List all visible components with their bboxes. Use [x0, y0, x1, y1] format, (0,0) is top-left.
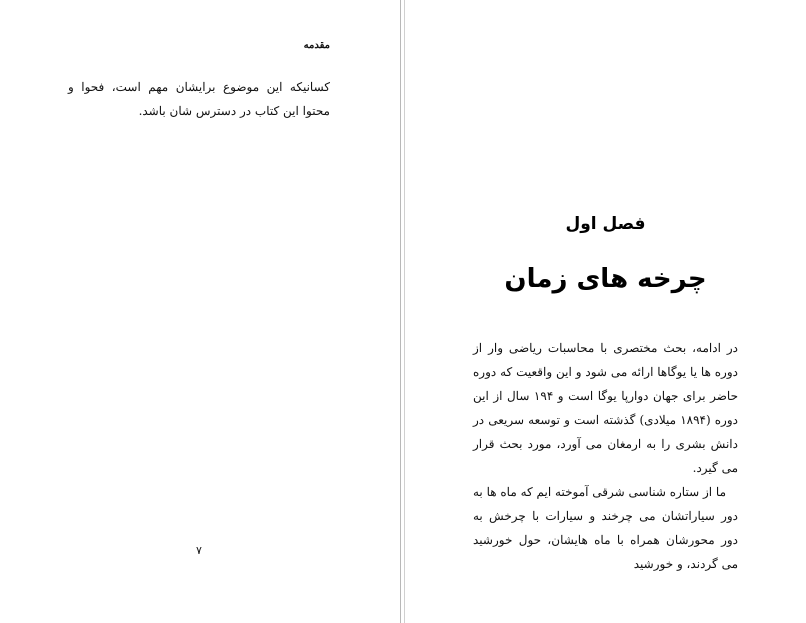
page-number: ۷ [196, 544, 202, 557]
body-paragraph: در ادامه، بحث مختصری با محاسبات ریاضی وار از دوره ها یا یوگاها ارائه می شود و این واقعیت که دوره حاضر برای جهان دوارپا یوگا است و ۱۹۴ سال از این دوره (۱۸۹۴ میلادی) گذشته است و توسعه سریعی در دانش بشری را به ارمغان می آورد، مورد بحث قرار می گیرد. [473, 341, 738, 475]
preface-text: کسانیکه این موضوع برایشان مهم است، فحوا و محتوا این کتاب در دسترس شان باشد. [68, 80, 330, 118]
running-head: مقدمه [303, 40, 330, 51]
chapter-body [473, 336, 738, 576]
chapter-label: فصل اول [565, 214, 646, 234]
body-paragraph: ما از ستاره شناسی شرقی آموخته ایم که ماه ها به دور سیاراتشان می چرخند و سیارات با چرخش به دور محورشان همراه با ماه هایشان، حول خورشید می گردند، و خورشید [473, 485, 738, 571]
right-page [405, 0, 806, 623]
left-page [0, 0, 400, 623]
gutter-line [400, 0, 401, 623]
chapter-title: چرخه های زمان [504, 264, 707, 294]
